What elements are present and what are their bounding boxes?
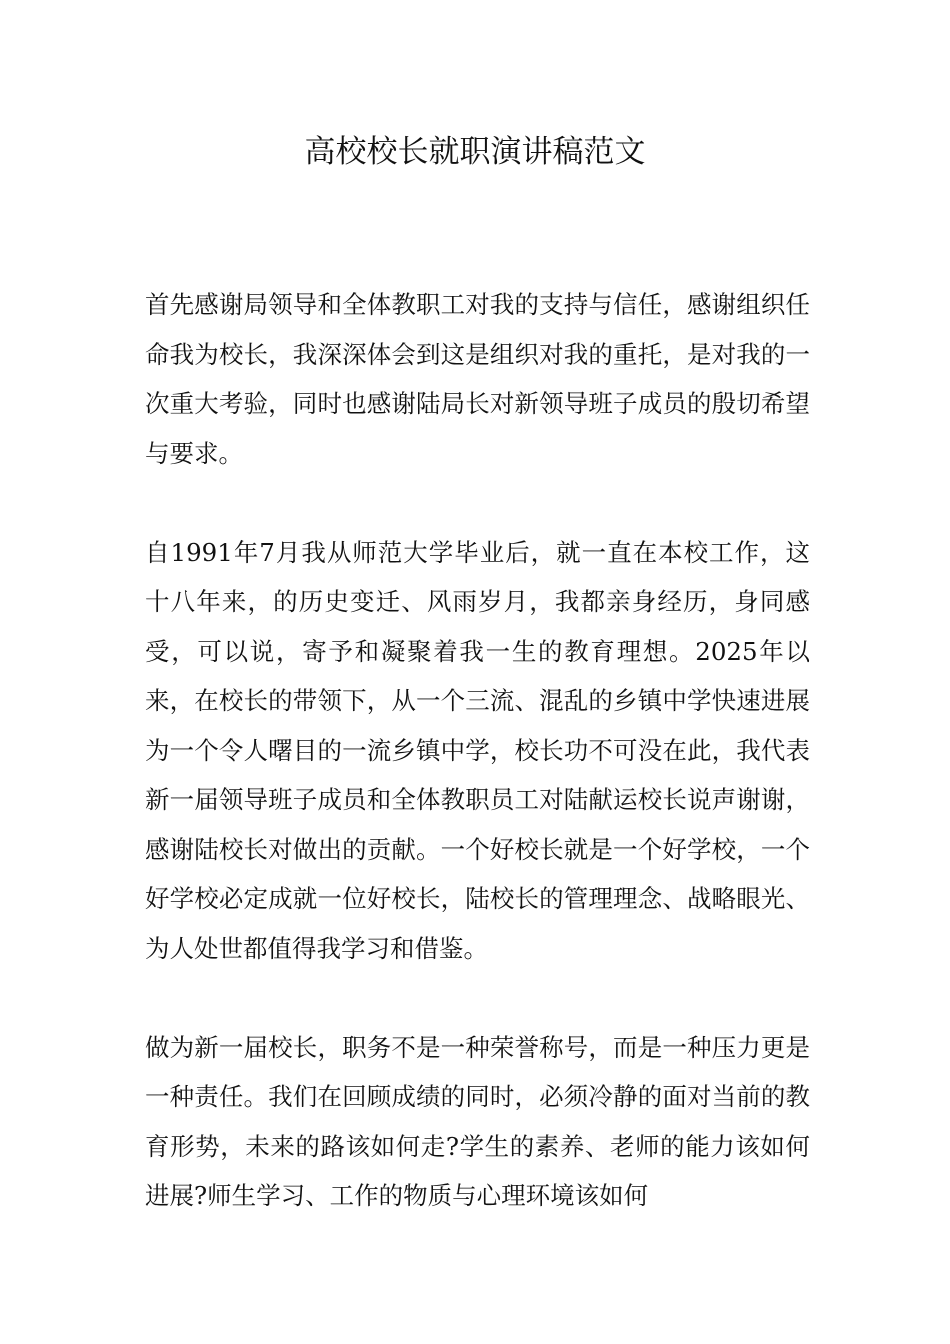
paragraph-3: 做为新一届校长，职务不是一种荣誉称号，而是一种压力更是一种责任。我们在回顾成绩的同时，必须冷静的面对当前的教育形势，未来的路该如何走?学生的素养、老师的能力该如何进展?师生学习、工作的物质与心理环境该如何 (145, 1032, 810, 1210)
document-title: 高校校长就职演讲稿范文 (304, 134, 646, 170)
document-body (145, 280, 810, 1270)
paragraph-2: 自1991年7月我从师范大学毕业后，就一直在本校工作，这十八年来，的历史变迁、风雨岁月，我都亲身经历，身同感受，可以说，寄予和凝聚着我一生的教育理想。2025年以来，在校长的带领下，从一个三流、混乱的乡镇中学快速进展为一个令人曙目的一流乡镇中学，校长功不可没在此，我代表新一届领导班子成员和全体教职员工对陆献运校长说声谢谢，感谢陆校长对做出的贡献。一个好校长就是一个好学校，一个好学校必定成就一位好校长，陆校长的管理理念、战略眼光、为人处世都值得我学习和借鉴。 (145, 537, 810, 963)
paragraph-1: 首先感谢局领导和全体教职工对我的支持与信任，感谢组织任命我为校长，我深深体会到这是组织对我的重托，是对我的一次重大考验，同时也感谢陆局长对新领导班子成员的殷切希望与要求。 (145, 290, 810, 468)
